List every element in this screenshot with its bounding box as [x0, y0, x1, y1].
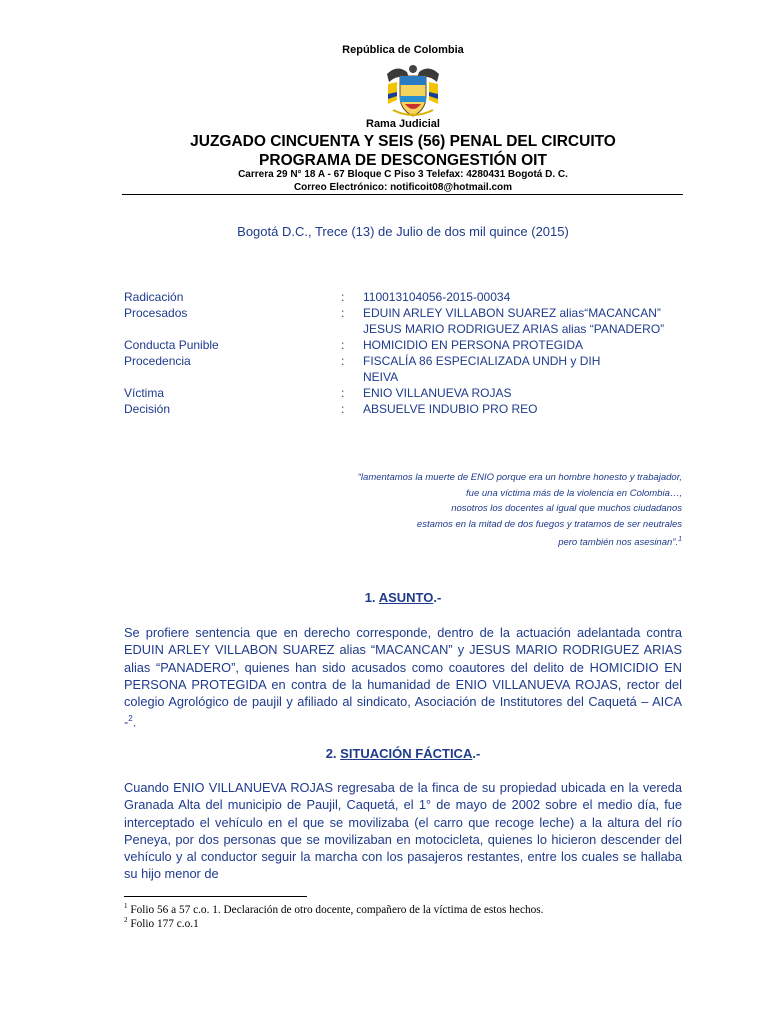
procesado-2: JESUS MARIO RODRIGUEZ ARIAS alias “PANADERO”	[363, 322, 665, 336]
footnote-text: Folio 177 c.o.1	[130, 917, 199, 930]
section-title: ASUNTO	[378, 590, 434, 605]
section-number: 2.	[325, 746, 337, 761]
paragraph-end: .	[132, 714, 137, 730]
quote-line: fue una víctima más de la violencia en Colombia…,	[466, 487, 682, 499]
victima-value: ENIO VILLANUEVA ROJAS	[363, 386, 512, 400]
colon: :	[341, 402, 345, 416]
section-heading-asunto	[0, 590, 770, 605]
procesado-1: EDUIN ARLEY VILLABON SUAREZ alias“MACANCAN”	[363, 306, 661, 320]
footnote-ref-2: 2	[128, 714, 133, 724]
country-name: República de Colombia	[342, 44, 464, 56]
conducta-label: Conducta Punible	[124, 338, 219, 352]
colon: :	[341, 386, 345, 400]
victima-label: Víctima	[124, 386, 165, 400]
section-number: 1.	[364, 590, 376, 605]
colon: :	[341, 290, 345, 304]
court-email: Correo Electrónico: notificoit08@hotmail.com	[293, 181, 513, 193]
procedencia-value-2: NEIVA	[363, 370, 399, 384]
quote-line: estamos en la mitad de dos fuegos y tratamos de ser neutrales	[416, 518, 682, 530]
quote-line: nosotros los docentes al igual que muchos ciudadanos	[451, 503, 682, 514]
colon: :	[341, 306, 345, 320]
colon: :	[341, 354, 345, 368]
conducta-value: HOMICIDIO EN PERSONA PROTEGIDA	[363, 338, 584, 352]
court-address: Carrera 29 N° 18 A - 67 Bloque C Piso 3 Telefax: 4280431 Bogotá D. C.	[238, 169, 568, 180]
footnote-1	[124, 902, 543, 916]
radicacion-label: Radicación	[124, 290, 184, 304]
footnote-number: 2	[124, 916, 128, 924]
quote-line: “lamentamos la muerte de ENIO porque era un hombre honesto y trabajador,	[357, 472, 682, 483]
court-name-line1: JUZGADO CINCUENTA Y SEIS (56) PENAL DEL CIRCUITO	[190, 133, 616, 150]
epigraph-quote	[200, 470, 682, 551]
section-body-situacion: Cuando ENIO VILLANUEVA ROJAS regresaba de la finca de su propiedad ubicada en la vereda Granada Alta del municipio de Paujil, Caquetá, el 1° de mayo de 2002 sobre el medio día, fue interceptado el vehículo en el que se movilizaba (el carro que recoge leche) a la altura del río Peneya, por dos personas que se movilizaban en motocicleta, quienes lo hicieron descender del vehículo y al conductor seguir la marcha con los pasajeros restantes, entre los cuales se hallaba su hijo menor de	[124, 780, 682, 882]
decision-value: ABSUELVE INDUBIO PRO REO	[363, 402, 538, 416]
quote-line: pero también nos asesinan”.	[558, 537, 679, 549]
colombia-coat-of-arms-icon	[383, 60, 443, 120]
section-body-asunto	[124, 624, 682, 731]
procesados-label: Procesados	[124, 306, 188, 320]
header-divider	[122, 194, 683, 195]
section-suffix: .-	[472, 746, 481, 761]
footnote-number: 1	[124, 902, 128, 910]
procedencia-label: Procedencia	[124, 354, 191, 368]
document-date: Bogotá D.C., Trece (13) de Julio de dos mil quince (2015)	[237, 224, 569, 239]
paragraph-text: Se profiere sentencia que en derecho corresponde, dentro de la actuación adelantada contra EDUIN ARLEY VILLABON SUAREZ alias “MACANCAN” y JESUS MARIO RODRIGUEZ ARIAS alias “PANADERO”, quienes han sido acusados como coautores del delito de HOMICIDIO EN PERSONA PROTEGIDA en contra de la humanidad de ENIO VILLANUEVA ROJAS, rector del colegio Agrológico de paujil y afiliado al sindicato, Asociación de Institutores del Caquetá – AICA -	[124, 625, 682, 730]
radicacion-value: 110013104056-2015-00034	[363, 290, 511, 304]
footnote-text: Folio 56 a 57 c.o. 1. Declaración de otro docente, compañero de la víctima de estos hechos.	[130, 903, 544, 916]
section-title: SITUACIÓN FÁCTICA	[340, 746, 473, 761]
decision-label: Decisión	[124, 402, 171, 416]
procedencia-value-1: FISCALÍA 86 ESPECIALIZADA UNDH y DIH	[363, 354, 601, 368]
court-name	[0, 132, 770, 170]
court-name-line2: PROGRAMA DE DESCONGESTIÓN OIT	[259, 152, 547, 169]
footnote-ref-1: 1	[678, 536, 682, 543]
quote-line-last	[200, 532, 682, 551]
court-contact	[0, 169, 770, 194]
branch-name: Rama Judicial	[366, 118, 440, 130]
colon: :	[341, 338, 345, 352]
footnote-divider	[124, 896, 307, 897]
footnote-2	[124, 916, 199, 930]
section-heading-situacion	[0, 746, 770, 761]
section-suffix: .-	[433, 590, 442, 605]
